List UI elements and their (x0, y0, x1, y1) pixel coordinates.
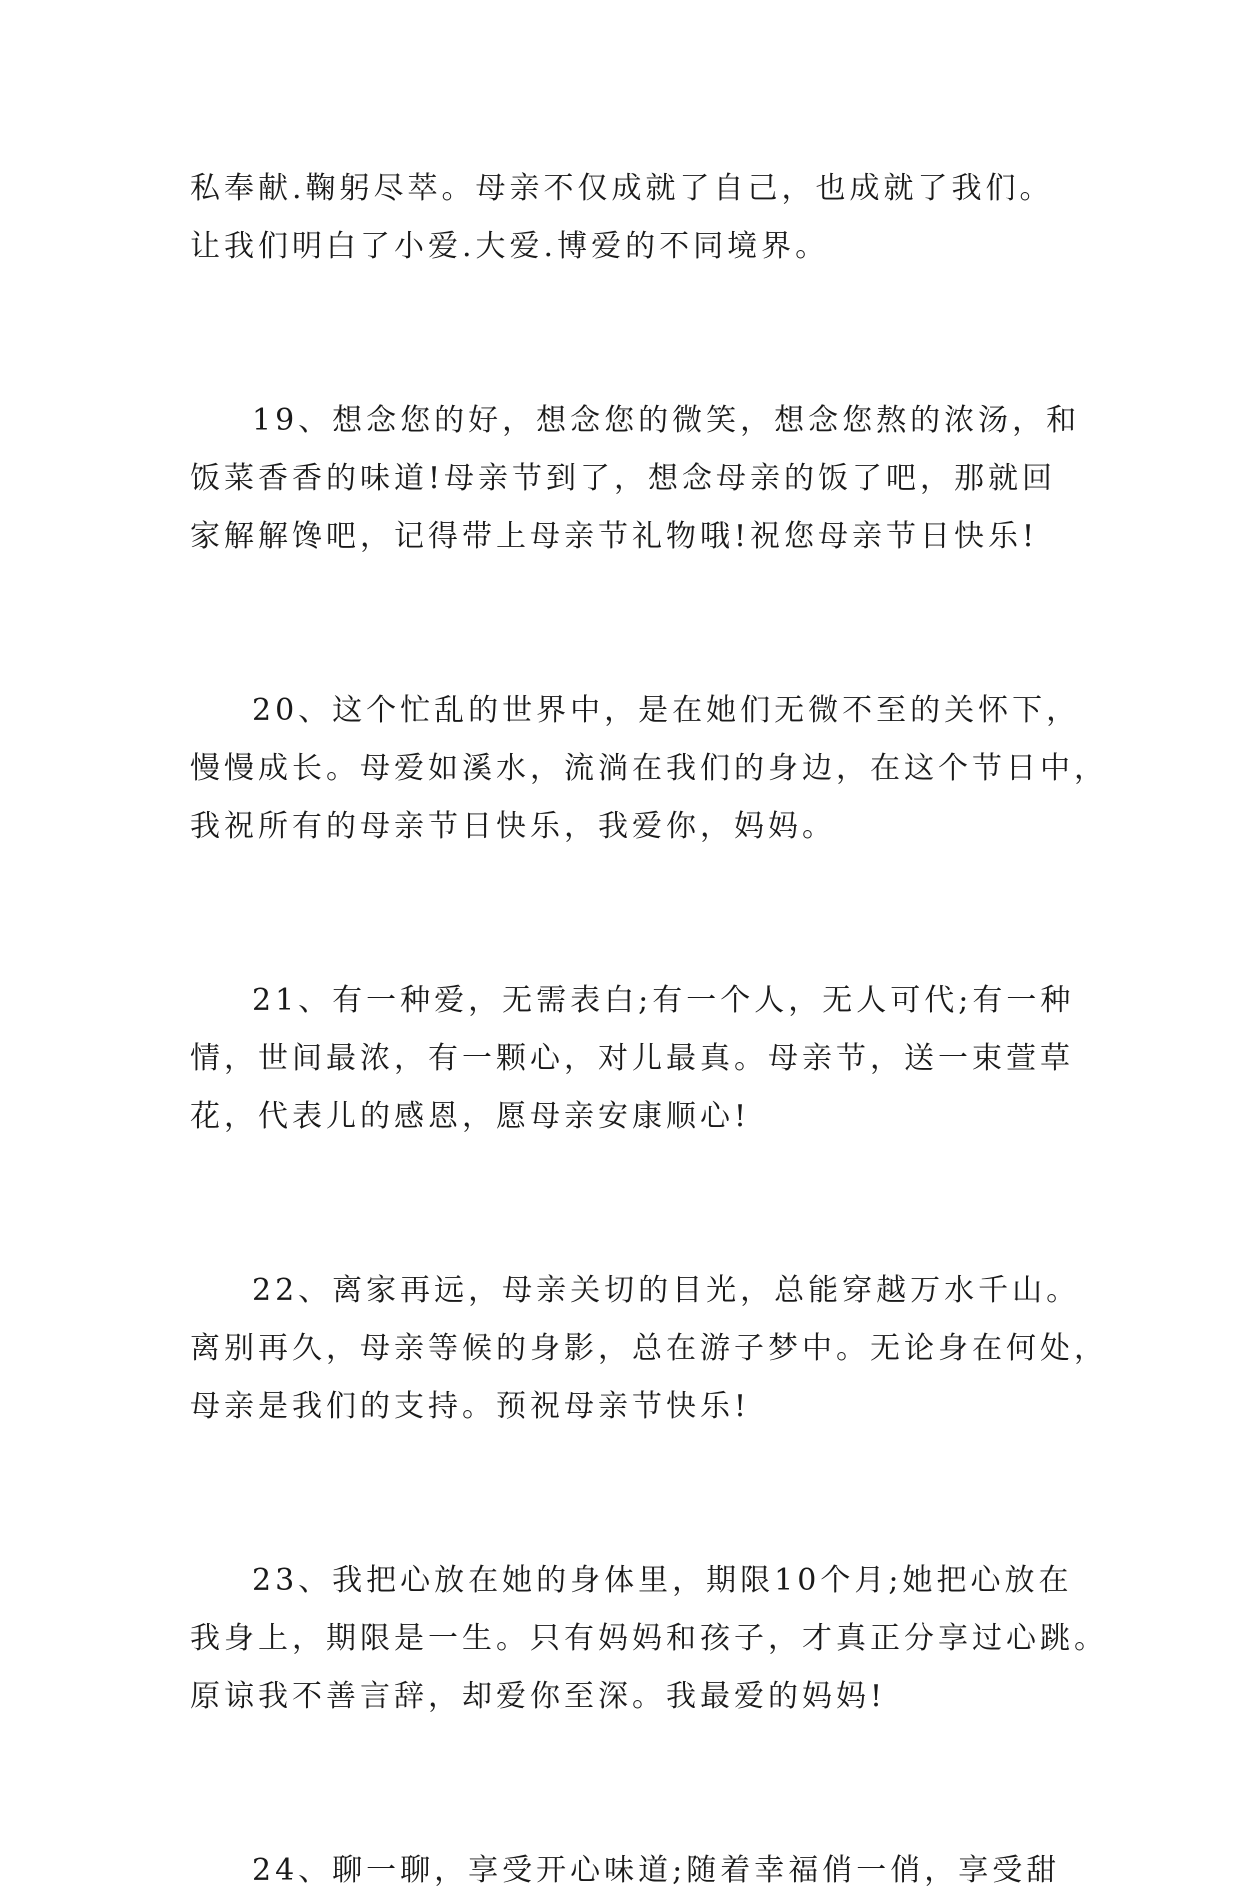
text-line: 花，代表儿的感恩，愿母亲安康顺心! (190, 1099, 751, 1134)
paragraph-20 (190, 682, 1108, 856)
document-page (190, 160, 1108, 1900)
text-line: 慢慢成长。母爱如溪水，流淌在我们的身边，在这个节日中， (190, 751, 1108, 786)
paragraph-22 (190, 1262, 1108, 1436)
text-line: 20、这个忙乱的世界中，是在她们无微不至的关怀下， (252, 693, 1081, 728)
text-line: 私奉献.鞠躬尽萃。母亲不仅成就了自己，也成就了我们。 (190, 171, 1054, 206)
text-line: 22、离家再远，母亲关切的目光，总能穿越万水千山。 (252, 1273, 1081, 1308)
text-line: 家解解馋吧，记得带上母亲节礼物哦!祝您母亲节日快乐! (190, 519, 1039, 554)
paragraph-21 (190, 972, 1075, 1146)
text-line: 饭菜香香的味道!母亲节到了，想念母亲的饭了吧，那就回 (190, 461, 1057, 496)
text-line: 让我们明白了小爱.大爱.博爱的不同境界。 (190, 229, 830, 264)
text-line: 24、聊一聊，享受开心味道;随着幸福俏一俏，享受甜 (252, 1853, 1061, 1888)
text-line: 我祝所有的母亲节日快乐，我爱你，妈妈。 (190, 809, 836, 844)
text-line: 23、我把心放在她的身体里，期限10个月;她把心放在 (252, 1563, 1073, 1598)
text-line: 情，世间最浓，有一颗心，对儿最真。母亲节，送一束萱草 (190, 1041, 1074, 1076)
paragraph-24 (190, 1842, 1070, 1900)
text-line: 母亲是我们的支持。预祝母亲节快乐! (190, 1389, 751, 1424)
text-line: 19、想念您的好，想念您的微笑，想念您熬的浓汤，和 (252, 403, 1081, 438)
paragraph-23 (190, 1552, 1108, 1726)
paragraph-continuation (190, 160, 1070, 276)
text-line: 21、有一种爱，无需表白;有一个人，无人可代;有一种 (252, 983, 1075, 1018)
paragraph-19 (190, 392, 1081, 566)
text-line: 原谅我不善言辞，却爱你至深。我最爱的妈妈! (190, 1679, 887, 1714)
text-line: 离别再久，母亲等候的身影，总在游子梦中。无论身在何处， (190, 1331, 1108, 1366)
text-line: 我身上，期限是一生。只有妈妈和孩子，才真正分享过心跳。 (190, 1621, 1108, 1656)
